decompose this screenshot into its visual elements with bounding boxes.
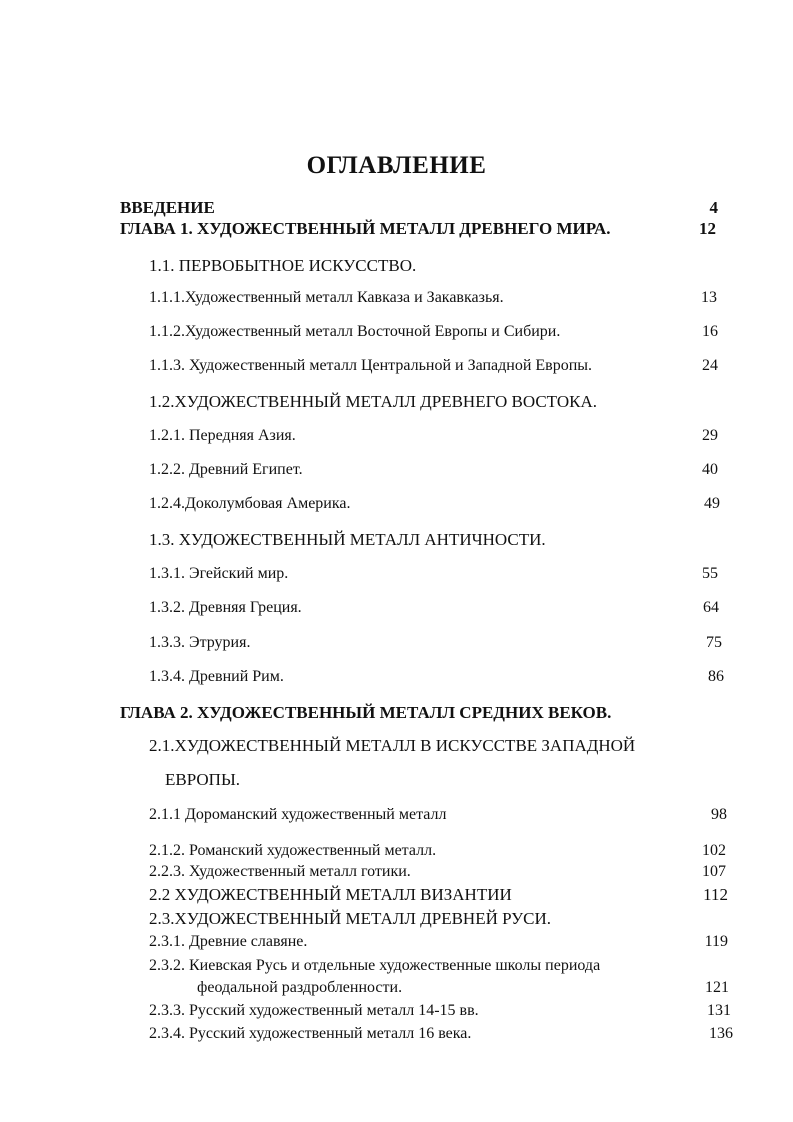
toc-entry-title: 2.3.1. Древние славяне. <box>149 933 308 950</box>
toc-entry-page-number: 40 <box>702 461 718 478</box>
toc-entry-page-number: 4 <box>709 198 718 217</box>
toc-entry-title: 2.3.ХУДОЖЕСТВЕННЫЙ МЕТАЛЛ ДРЕВНЕЙ РУСИ. <box>149 909 552 928</box>
toc-entry-title: 1.1.2.Художественный металл Восточной Европы и Сибири. <box>149 323 561 340</box>
toc-entry-title: 1.3.3. Этрурия. <box>149 634 251 651</box>
toc-entry-title: феодальной раздробленности. <box>197 979 403 996</box>
toc-entry-title: 2.3.4. Русский художественный металл 16 века. <box>149 1025 472 1042</box>
toc-entry-title: 1.2.2. Древний Египет. <box>149 461 303 478</box>
toc-entry-page-number: 29 <box>702 427 718 444</box>
toc-entry-page-number: 107 <box>702 863 726 880</box>
page-title: ОГЛАВЛЕНИЕ <box>306 152 487 179</box>
toc-entry-title: ВВЕДЕНИЕ <box>120 198 215 217</box>
toc-entry-title: 1.3. ХУДОЖЕСТВЕННЫЙ МЕТАЛЛ АНТИЧНОСТИ. <box>149 530 546 549</box>
toc-entry-title: 1.1.3. Художественный металл Центральной и Западной Европы. <box>149 357 593 374</box>
toc-entry-title: 2.1.ХУДОЖЕСТВЕННЫЙ МЕТАЛЛ В ИСКУССТВЕ ЗАПАДНОЙ <box>149 736 636 755</box>
toc-entry-page-number: 49 <box>704 495 720 512</box>
toc-entry-title: 1.1.1.Художественный металл Кавказа и Закавказья. <box>149 289 504 306</box>
toc-entry-page-number: 55 <box>702 565 718 582</box>
toc-entry-title: 1.3.2. Древняя Греция. <box>149 599 302 616</box>
toc-entry-title: 1.3.4. Древний Рим. <box>149 668 284 685</box>
toc-entry-page-number: 119 <box>704 933 728 950</box>
toc-entry-title: ГЛАВА 1. ХУДОЖЕСТВЕННЫЙ МЕТАЛЛ ДРЕВНЕГО МИРА. <box>120 219 611 238</box>
toc-entry-title: 2.1.1 Дороманский художественный металл <box>149 806 447 823</box>
toc-entry-title: 2.1.2. Романский художественный металл. <box>149 842 437 859</box>
toc-entry-page-number: 136 <box>709 1025 733 1042</box>
toc-entry-title: 1.1. ПЕРВОБЫТНОЕ ИСКУССТВО. <box>149 256 417 275</box>
toc-entry-title: 2.3.2. Киевская Русь и отдельные художественные школы периода <box>149 957 601 974</box>
toc-entry-title: 1.2.ХУДОЖЕСТВЕННЫЙ МЕТАЛЛ ДРЕВНЕГО ВОСТОКА. <box>149 392 597 411</box>
toc-entry-page-number: 112 <box>703 885 728 904</box>
toc-entry-page-number: 75 <box>706 634 722 651</box>
toc-entry-page-number: 102 <box>702 842 726 859</box>
toc-entry-title: 2.3.3. Русский художественный металл 14-15 вв. <box>149 1002 479 1019</box>
toc-entry-page-number: 98 <box>711 806 727 823</box>
toc-entry-title: ГЛАВА 2. ХУДОЖЕСТВЕННЫЙ МЕТАЛЛ СРЕДНИХ ВЕКОВ. <box>120 703 612 722</box>
toc-entry-title: 1.2.1. Передняя Азия. <box>149 427 296 444</box>
toc-entry-title: 1.3.1. Эгейский мир. <box>149 565 289 582</box>
toc-entry-page-number: 13 <box>701 289 717 306</box>
toc-entry-title: 2.2 ХУДОЖЕСТВЕННЫЙ МЕТАЛЛ ВИЗАНТИИ <box>149 885 512 904</box>
toc-entry-page-number: 16 <box>702 323 718 340</box>
toc-entry-title: 1.2.4.Доколумбовая Америка. <box>149 495 351 512</box>
toc-entry-title: ЕВРОПЫ. <box>165 770 241 789</box>
toc-entry-title: 2.2.3. Художественный металл готики. <box>149 863 411 880</box>
toc-entry-page-number: 121 <box>705 979 729 996</box>
toc-entry-page-number: 12 <box>699 219 716 238</box>
toc-entry-page-number: 64 <box>703 599 719 616</box>
toc-entry-page-number: 86 <box>708 668 724 685</box>
toc-entry-page-number: 24 <box>702 357 718 374</box>
toc-entry-page-number: 131 <box>707 1002 731 1019</box>
